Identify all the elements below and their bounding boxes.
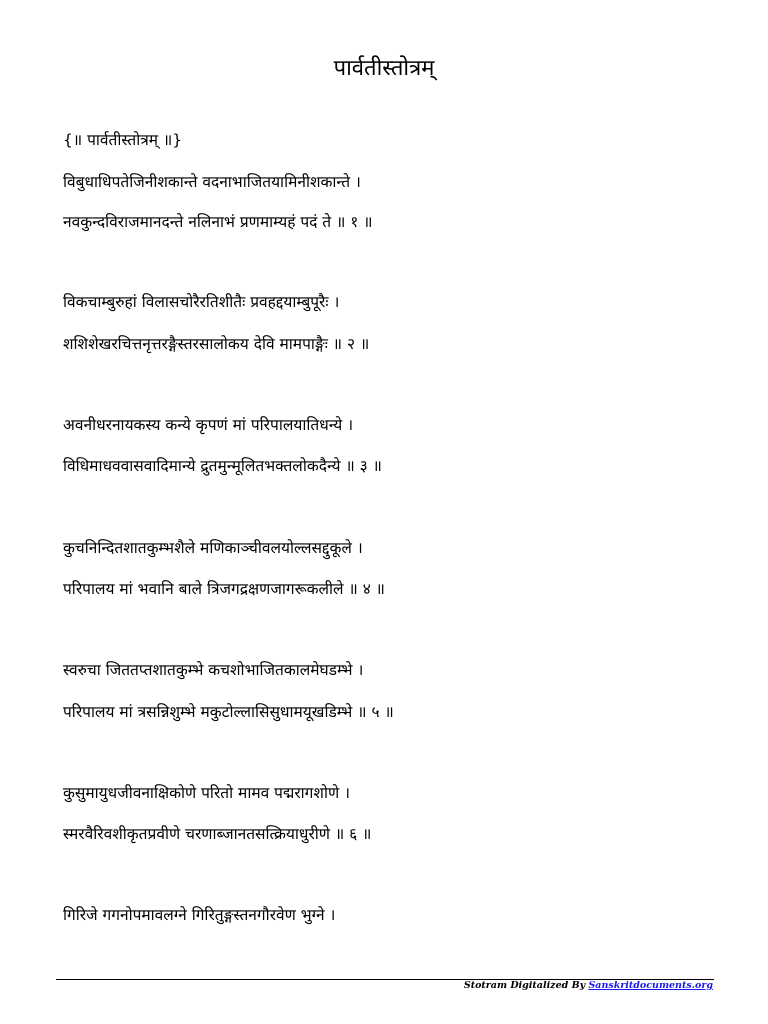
verse-line: विबुधाधिपतेजिनीशकान्ते वदनाभाजितयामिनीशकान्ते । xyxy=(63,173,361,191)
footer-credit-text: Stotram Digitalized By xyxy=(463,980,589,991)
page-title: पार्वतीस्तोत्रम् xyxy=(333,56,435,81)
verse-line: कुसुमायुधजीवनाक्षिकोणे परितो मामव पद्मरागशोणे । xyxy=(63,784,350,802)
verse-line: {॥ पार्वतीस्तोत्रम् ॥} xyxy=(63,131,183,149)
verse-line: नवकुन्दविराजमानदन्ते नलिनाभं प्रणमाम्यहं पदं ते ॥ १ ॥ xyxy=(63,213,373,231)
verse-line: परिपालय मां भवानि बाले त्रिजगद्रक्षणजागरूकलीले ॥ ४ ॥ xyxy=(63,580,385,598)
footer-credit-link[interactable]: Sanskritdocuments.org xyxy=(588,980,713,991)
verse-line: परिपालय मां त्रसन्निशुम्भे मकुटोल्लासिसुधामयूखडिम्भे ॥ ५ ॥ xyxy=(63,703,394,721)
verse-line: विधिमाधववासवादिमान्ये द्रुतमुन्मूलितभक्तलोकदैन्ये ॥ ३ ॥ xyxy=(63,457,382,475)
verse-line: गिरिजे गगनोपमावलग्ने गिरितुङ्गस्तनगौरवेण भुग्ने । xyxy=(63,906,336,924)
verse-line: शशिशेखरचित्तनृत्तरङ्गैस्तरसालोकय देवि मामपाङ्गैः ॥ २ ॥ xyxy=(63,335,370,353)
verse-line: विकचाम्बुरुहां विलासचोरैरतिशीतैः प्रवहद्दयाम्बुपूरैः । xyxy=(63,293,340,311)
verse-line: कुचनिन्दितशातकुम्भशैले मणिकाञ्चीवलयोल्लसद्दुकूले । xyxy=(63,539,363,557)
verse-line: स्मरवैरिवशीकृतप्रवीणे चरणाब्जानतसत्क्रियाधुरीणे ॥ ६ ॥ xyxy=(63,825,372,843)
verse-line: अवनीधरनायकस्य कन्ये कृपणं मां परिपालयातिधन्ये । xyxy=(63,416,354,434)
footer-credit xyxy=(464,979,713,993)
verse-line: स्वरुचा जिततप्तशातकुम्भे कचशोभाजितकालमेघडम्भे । xyxy=(63,661,364,679)
